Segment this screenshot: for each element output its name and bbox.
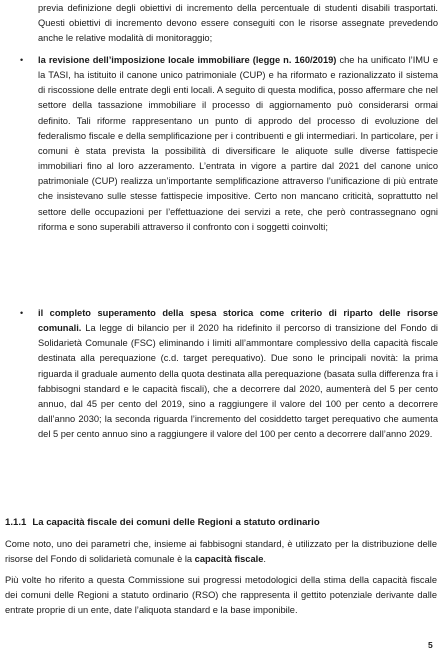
paragraph-capacita-fiscale (5, 537, 437, 567)
paragraph-bold-term: capacità fiscale (194, 554, 264, 565)
bullet-title: la revisione dell’imposizione locale immobiliare (legge n. 160/2019) (38, 55, 337, 65)
paragraph-text: Più volte ho riferito a questa Commissione sui progressi metodologici della stima della capacità fiscale dei comuni delle Regioni a statuto ordinario (RSO) che rappresenta il gettito potenziale derivante dalle entrate proprie di un ente, date l’aliquota standard e la base imponibile. (5, 575, 437, 616)
bullet-body: La legge di bilancio per il 2020 ha ridefinito il percorso di transizione del Fondo di Solidarietà Comunale (FSC) eliminando i limiti all’ammontare complessivo della capacità fiscale destinata alla perequazione (c.d. target perequativo). Due sono le principali novità: la prima riguarda il graduale aumento della quota destinata alla perequazione (basata sulla differenza fra i fabbisogni standard e le capacità fiscali), che a decorrere dal 2020, aumenterà del 5 per cento annuo, dal 45 per cento del 2019, sino a raggiungere il valore del 100 per cento a decorrere dall’anno 2030; la seconda riguarda l’incremento del cosiddetto target perequativo che aumenta del 5 per cento annuo sino a raggiungere il valore del 100 per cento a decorrere dall’anno 2029. (38, 323, 438, 440)
paragraph-progressi (5, 573, 437, 618)
paragraph-text-end: . (263, 554, 266, 565)
bullet-marker: • (20, 308, 24, 318)
bullet-item-imposizione (38, 53, 438, 235)
continuation-text: previa definizione degli obiettivi di incremento della percentuale di studenti disabili trasportati. Questi obiettivi di incremento devono essere conseguiti con le risorse assegnate prevedendo anche le relative modalità di monitoraggio; (38, 3, 438, 44)
section-title: La capacità fiscale dei comuni delle Regioni a statuto ordinario (32, 517, 320, 528)
bullet-item-spesa-storica (38, 306, 438, 442)
continuation-paragraph (38, 1, 438, 46)
section-heading (5, 516, 435, 530)
paragraph-text: Come noto, uno dei parametri che, insieme ai fabbisogni standard, è utilizzato per la distribuzione delle risorse del Fondo di solidarietà comunale è la (5, 539, 437, 565)
section-number: 1.1.1 (5, 517, 27, 528)
bullet-title: il completo superamento della spesa storica come criterio di riparto delle risorse comunali. (38, 308, 438, 334)
bullet-marker: • (20, 55, 24, 65)
page-number: 5 (428, 640, 433, 650)
bullet-body: che ha unificato l’IMU e la TASI, ha istituito il canone unico patrimoniale (CUP) e ha riformato e razionalizzato il sistema di riscossione delle entrate degli enti locali. A seguito di questa modifica, posso affermare che nel settore della tassazione immobiliare il processo di aggiornamento può considerarsi ormai definito. Tali riforme rappresentano un punto di approdo del processo di evoluzione del federalismo fiscale e della semplificazione per i contribuenti e gli intermediari. In particolare, per i comuni è stata prevista la possibilità di diversificare le aliquote sulle diverse fattispecie immobiliari fino al loro azzeramento. L’entrata in vigore a partire dal 2021 del canone unico patrimoniale (CUP) realizza un’importante semplificazione attraverso l’unificazione di più entrate che insistevano sulle stesse fattispecie impositive. Certo non mancano criticità, soprattutto nel settore delle occupazioni per l’effettuazione dei servizi a rete, che però contrassegnano ogni riforma e sono superabili attraverso il confronto con i soggetti coinvolti; (38, 55, 439, 232)
